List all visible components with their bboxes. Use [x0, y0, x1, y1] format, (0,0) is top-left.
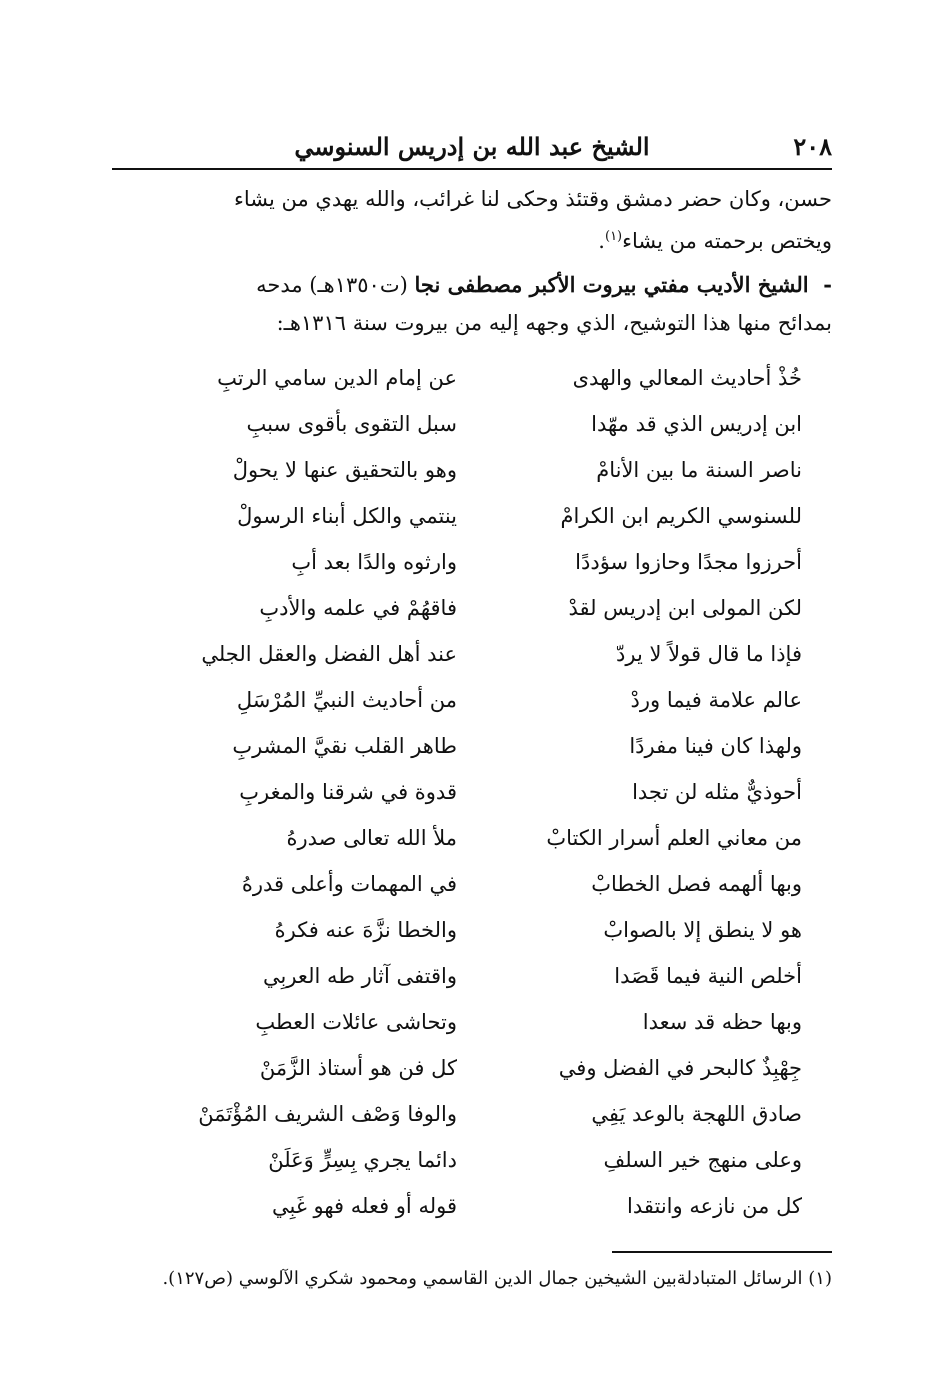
verse-first-hemistich: عالم علامة فيما وردْ: [630, 688, 802, 712]
verse-second-hemistich: ينتمي والكل أبناء الرسولْ: [237, 504, 457, 528]
entry-line-1: [112, 266, 832, 304]
verse-first-hemistich: كل من نازعه وانتقدا: [627, 1194, 802, 1218]
footnote-divider: [612, 1251, 832, 1253]
verse-first-hemistich: هو لا ينطق إلا بالصوابْ: [603, 918, 802, 942]
verse-row: [112, 1183, 832, 1229]
verse-second-hemistich: طاهر القلب نقيَّ المشربِ: [232, 734, 457, 758]
intro-line-2: [112, 218, 832, 260]
entry-line-1-rest: مدحه: [256, 273, 303, 297]
verse-second-hemistich: دائما يجري بِسِرٍّ وَعَلَنْ: [268, 1148, 457, 1172]
verse-first-hemistich: خُذْ أحاديث المعالي والهدى: [572, 366, 802, 390]
page-header: [112, 128, 832, 170]
verse-row: [112, 631, 832, 677]
poem: [112, 355, 832, 1229]
verse-second-hemistich: واقتفى آثار طه العربِي: [263, 964, 457, 988]
verse-second-hemistich: وتحاشى عائلات العطبِ: [255, 1010, 457, 1034]
verse-row: [112, 539, 832, 585]
entry-heading: الشيخ الأديب مفتي بيروت الأكبر مصطفى نجا: [414, 272, 809, 297]
entry-line-2: بمدائح منها هذا التوشيح، الذي وجهه إليه من بيروت سنة ١٣١٦هـ:: [276, 311, 832, 335]
verse-first-hemistich: وبها حظه قد سعدا: [642, 1010, 802, 1034]
verse-row: [112, 953, 832, 999]
verse-first-hemistich: ناصر السنة ما بين الأنامْ: [596, 458, 802, 482]
verse-row: [112, 447, 832, 493]
verse-first-hemistich: ولهذا كان فينا مفردًا: [629, 734, 802, 758]
verse-first-hemistich: أحوذيٌّ مثله لن تجدا: [632, 780, 802, 804]
verse-second-hemistich: فاقهُمْ في علمه والأدبِ: [259, 596, 457, 620]
verse-row: [112, 999, 832, 1045]
verse-first-hemistich: وعلى منهج خير السلفِ: [603, 1148, 802, 1172]
verse-second-hemistich: في المهمات وأعلى قدرهُ: [241, 872, 457, 896]
verse-row: [112, 769, 832, 815]
page-number: ٢٠٨: [793, 132, 832, 161]
verse-row: [112, 1091, 832, 1137]
verse-second-hemistich: وهو بالتحقيق عنها لا يحولْ: [232, 458, 457, 482]
verse-row: [112, 861, 832, 907]
entry-dash: -: [823, 272, 832, 297]
verse-row: [112, 723, 832, 769]
intro-line-2-end: .: [598, 229, 605, 253]
verse-second-hemistich: من أحاديث النبيِّ المُرْسَلِ: [236, 688, 457, 712]
verse-second-hemistich: كل فن هو أستاذ الزَّمَنْ: [259, 1056, 457, 1080]
verse-first-hemistich: أحرزوا مجدًا وحازوا سؤددًا: [575, 550, 802, 574]
verse-second-hemistich: قوله أو فعله فهو غَبِي: [272, 1194, 457, 1218]
verse-first-hemistich: وبها ألهمه فصل الخطابْ: [591, 872, 802, 896]
entry-death-date: (ت١٣٥٠هـ): [309, 273, 408, 297]
running-title: الشيخ عبد الله بن إدريس السنوسي: [294, 132, 650, 161]
verse-row: [112, 907, 832, 953]
footnote-text: الرسائل المتبادلةبين الشيخين جمال الدين القاسمي ومحمود شكري الآلوسي (ص١٢٧).: [162, 1268, 803, 1289]
verse-row: [112, 585, 832, 631]
verse-row: [112, 493, 832, 539]
verse-second-hemistich: والوفا وَصْف الشريف المُؤْتَمَنْ: [198, 1102, 457, 1126]
verse-first-hemistich: ابن إدريس الذي قد مهّدا: [591, 412, 802, 436]
verse-first-hemistich: للسنوسي الكريم ابن الكرامْ: [560, 504, 802, 528]
intro-line-1: حسن، وكان حضر دمشق وقتئذ وحكى لنا غرائب، والله يهدي من يشاء: [233, 187, 832, 211]
verse-first-hemistich: من معاني العلم أسرار الكتابْ: [546, 826, 802, 850]
verse-row: [112, 677, 832, 723]
verse-row: [112, 355, 832, 401]
entry-paragraph: [112, 266, 832, 342]
verse-second-hemistich: عن إمام الدين سامي الرتبِ: [217, 366, 457, 390]
verse-second-hemistich: سبل التقوى بأقوى سببِ: [246, 412, 457, 436]
verse-row: [112, 401, 832, 447]
verse-row: [112, 1137, 832, 1183]
footnote-number: (١): [808, 1268, 832, 1289]
verse-row: [112, 815, 832, 861]
footnote: [112, 1264, 832, 1294]
verse-second-hemistich: وارثوه والدًا بعد أبِ: [291, 550, 457, 574]
intro-line-2-text: ويختص برحمته من يشاء: [622, 229, 832, 253]
verse-first-hemistich: لكن المولى ابن إدريس لقدْ: [568, 596, 802, 620]
verse-first-hemistich: جِهْبِذٌ كالبحر في الفضل وفي: [558, 1056, 802, 1080]
verse-first-hemistich: فإذا ما قال قولاً لا يردّ: [616, 642, 802, 666]
footnote-reference[interactable]: (١): [604, 229, 623, 244]
verse-first-hemistich: أخلص النية فيما قَصَدا: [614, 964, 802, 988]
intro-paragraph: [112, 180, 832, 260]
verse-second-hemistich: عند أهل الفضل والعقل الجلي: [201, 642, 457, 666]
verse-row: [112, 1045, 832, 1091]
verse-second-hemistich: ملأ الله تعالى صدرهُ: [286, 826, 457, 850]
verse-first-hemistich: صادق اللهجة بالوعد يَفِي: [591, 1102, 802, 1126]
verse-second-hemistich: قدوة في شرقنا والمغربِ: [239, 780, 457, 804]
verse-second-hemistich: والخطا نزَّهَ عنه فكرهُ: [274, 918, 457, 942]
